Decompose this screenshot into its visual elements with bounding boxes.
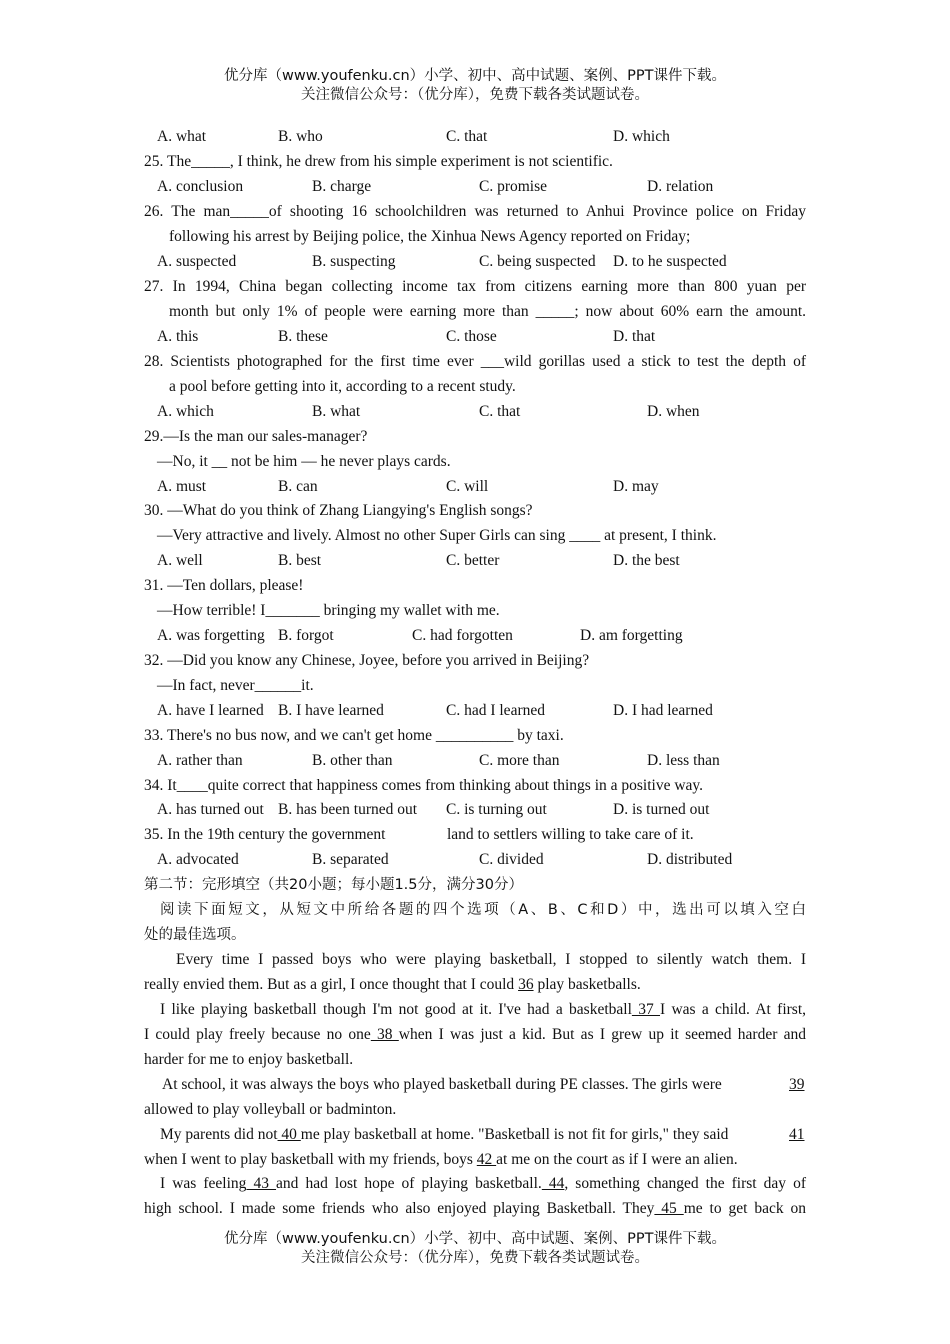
q33-option-b: B. other than	[312, 752, 393, 769]
blank-40: 40	[277, 1126, 301, 1143]
q29-option-d: D. may	[613, 478, 659, 495]
q30-stem-line-2: —Very attractive and lively. Almost no other Super Girls can sing ____ at present, I think.	[157, 527, 717, 544]
q26-option-d: D. to he suspected	[613, 253, 727, 270]
q27-option-d: D. that	[613, 328, 656, 345]
q28-stem-line-1: 28. Scientists photographed for the first time ever ___wild gorillas used a stick to test the depth of	[144, 353, 806, 370]
passage-p3-line-2: allowed to play volleyball or badminton.	[144, 1101, 397, 1118]
q30-option-c: C. better	[446, 552, 500, 569]
q31-option-a: A. was forgetting	[157, 627, 265, 644]
q35-option-a: A. advocated	[157, 851, 239, 868]
passage-p2-line-1: I like playing basketball though I'm not good at it. I've had a basketball 37 I was a child. At first,	[160, 1001, 807, 1018]
q32-option-d: D. I had learned	[613, 702, 713, 719]
blank-44: 44	[541, 1175, 565, 1192]
q29-option-c: C. will	[446, 478, 489, 495]
header-line-1: 优分库（www.youfenku.cn）小学、初中、高中试题、案例、PPT课件下载。	[224, 68, 726, 84]
blank-38: 38	[370, 1026, 399, 1043]
passage-p4-line-1: My parents did not 40 me play basketball at home. "Basketball is not fit for girls," they said	[160, 1126, 729, 1143]
q29-stem-line-1: 29.—Is the man our sales-manager?	[144, 428, 368, 445]
q33-option-d: D. less than	[647, 752, 720, 769]
blank-42: 42	[476, 1151, 497, 1168]
q32-option-b: B. I have learned	[278, 702, 384, 719]
q25-option-a: A. conclusion	[157, 178, 244, 195]
section-2-title: 第二节：完形填空（共20小题；每小题1.5分，满分30分）	[144, 877, 523, 893]
footer-line-1: 优分库（www.youfenku.cn）小学、初中、高中试题、案例、PPT课件下载。	[224, 1231, 726, 1247]
q26-option-b: B. suspecting	[312, 253, 396, 270]
blank-37: 37	[631, 1001, 660, 1018]
q35-option-d: D. distributed	[647, 851, 733, 868]
blank-45: 45	[654, 1200, 684, 1217]
blank-39: 39	[789, 1076, 805, 1093]
q26-option-a: A. suspected	[157, 253, 237, 270]
blank-41: 41	[789, 1126, 805, 1143]
blank-36: 36	[518, 976, 534, 993]
q26-stem-line-1: 26. The man_____of shooting 16 schoolchildren was returned to Anhui Province police on Friday	[144, 203, 806, 220]
q28-option-b: B. what	[312, 403, 361, 420]
q34-option-b: B. has been turned out	[278, 801, 418, 818]
q27-stem-line-1: 27. In 1994, China began collecting income tax from citizens earning more than 800 yuan per	[144, 278, 806, 295]
passage-p1-line-2: really envied them. But as a girl, I once thought that I could 36 play basketballs.	[144, 976, 641, 993]
q27-option-a: A. this	[157, 328, 199, 345]
q26-option-c: C. being suspected	[479, 253, 596, 270]
passage-p2-line-3: harder for me to enjoy basketball.	[144, 1051, 354, 1068]
q32-option-a: A. have I learned	[157, 702, 264, 719]
q29-stem-line-2: —No, it __ not be him — he never plays cards.	[157, 453, 451, 470]
passage-p5-line-1: I was feeling 43 and had lost hope of playing basketball. 44, something changed the first day of	[160, 1175, 807, 1192]
q28-stem-line-2: a pool before getting into it, according to a recent study.	[169, 378, 516, 395]
footer-line-2: 关注微信公众号：（优分库），免费下载各类试题试卷。	[301, 1250, 649, 1266]
q29-option-a: A. must	[157, 478, 207, 495]
q31-stem-line-2: —How terrible! I_______ bringing my wallet with me.	[157, 602, 500, 619]
q29-option-b: B. can	[278, 478, 318, 495]
q34-stem: 34. It____quite correct that happiness comes from thinking about things in a positive way.	[144, 777, 704, 794]
q32-option-c: C. had I learned	[446, 702, 545, 719]
q25-option-c: C. promise	[479, 178, 548, 195]
q30-option-d: D. the best	[613, 552, 680, 569]
q28-option-c: C. that	[479, 403, 521, 420]
q35-stem-part-2: land to settlers willing to take care of it.	[447, 826, 694, 843]
passage-p1-line-1: Every time I passed boys who were playing basketball, I stopped to silently watch them. I	[176, 951, 806, 968]
q24-option-d: D. which	[613, 128, 670, 145]
q24-option-b: B. who	[278, 128, 323, 145]
q28-option-d: D. when	[647, 403, 700, 420]
blank-43: 43	[246, 1175, 277, 1192]
q31-option-c: C. had forgotten	[412, 627, 513, 644]
q31-option-d: D. am forgetting	[580, 627, 683, 644]
q27-option-b: B. these	[278, 328, 328, 345]
q24-option-a: A. what	[157, 128, 207, 145]
q33-stem: 33. There's no bus now, and we can't get home __________ by taxi.	[144, 727, 564, 744]
header-line-2: 关注微信公众号：（优分库），免费下载各类试题试卷。	[301, 87, 649, 103]
q27-option-c: C. those	[446, 328, 497, 345]
q25-option-d: D. relation	[647, 178, 714, 195]
q35-stem-part-1: 35. In the 19th century the government	[144, 826, 386, 843]
q25-option-b: B. charge	[312, 178, 372, 195]
passage-p2-line-2: I could play freely because no one 38 when I was just a kid. But as I grew up it seemed harder and	[144, 1026, 806, 1043]
q32-stem-line-1: 32. —Did you know any Chinese, Joyee, before you arrived in Beijing?	[144, 652, 590, 669]
q32-stem-line-2: —In fact, never______it.	[157, 677, 314, 694]
passage-p5-line-2: high school. I made some friends who also enjoyed playing Basketball. They 45 me to get back on	[144, 1200, 806, 1217]
q35-option-c: C. divided	[479, 851, 544, 868]
q31-stem-line-1: 31. —Ten dollars, please!	[144, 577, 304, 594]
q31-option-b: B. forgot	[278, 627, 334, 644]
passage-p3-line-1: At school, it was always the boys who played basketball during PE classes. The girls were	[162, 1076, 722, 1093]
q33-option-a: A. rather than	[157, 752, 243, 769]
q30-option-a: A. well	[157, 552, 203, 569]
q33-option-c: C. more than	[479, 752, 560, 769]
passage-p4-line-2: when I went to play basketball with my friends, boys 42 at me on the court as if I were an alien.	[144, 1151, 738, 1168]
q28-option-a: A. which	[157, 403, 214, 420]
q30-option-b: B. best	[278, 552, 322, 569]
q34-option-c: C. is turning out	[446, 801, 547, 818]
q24-option-c: C. that	[446, 128, 488, 145]
q25-stem: 25. The_____, I think, he drew from his simple experiment is not scientific.	[144, 153, 613, 170]
q30-stem-line-1: 30. —What do you think of Zhang Liangying's English songs?	[144, 502, 533, 519]
q34-option-d: D. is turned out	[613, 801, 710, 818]
q26-stem-line-2: following his arrest by Beijing police, the Xinhua News Agency reported on Friday;	[169, 228, 691, 245]
q27-stem-line-2: month but only 1% of people were earning more than _____; now about 60% earn the amount.	[169, 303, 806, 320]
section-2-instruction-line-2: 处的最佳选项。	[144, 927, 246, 943]
q34-option-a: A. has turned out	[157, 801, 264, 818]
section-2-instruction-line-1: 阅读下面短文，从短文中所给各题的四个选项（A、B、C和D）中，选出可以填入空白	[160, 902, 806, 918]
q35-option-b: B. separated	[312, 851, 389, 868]
